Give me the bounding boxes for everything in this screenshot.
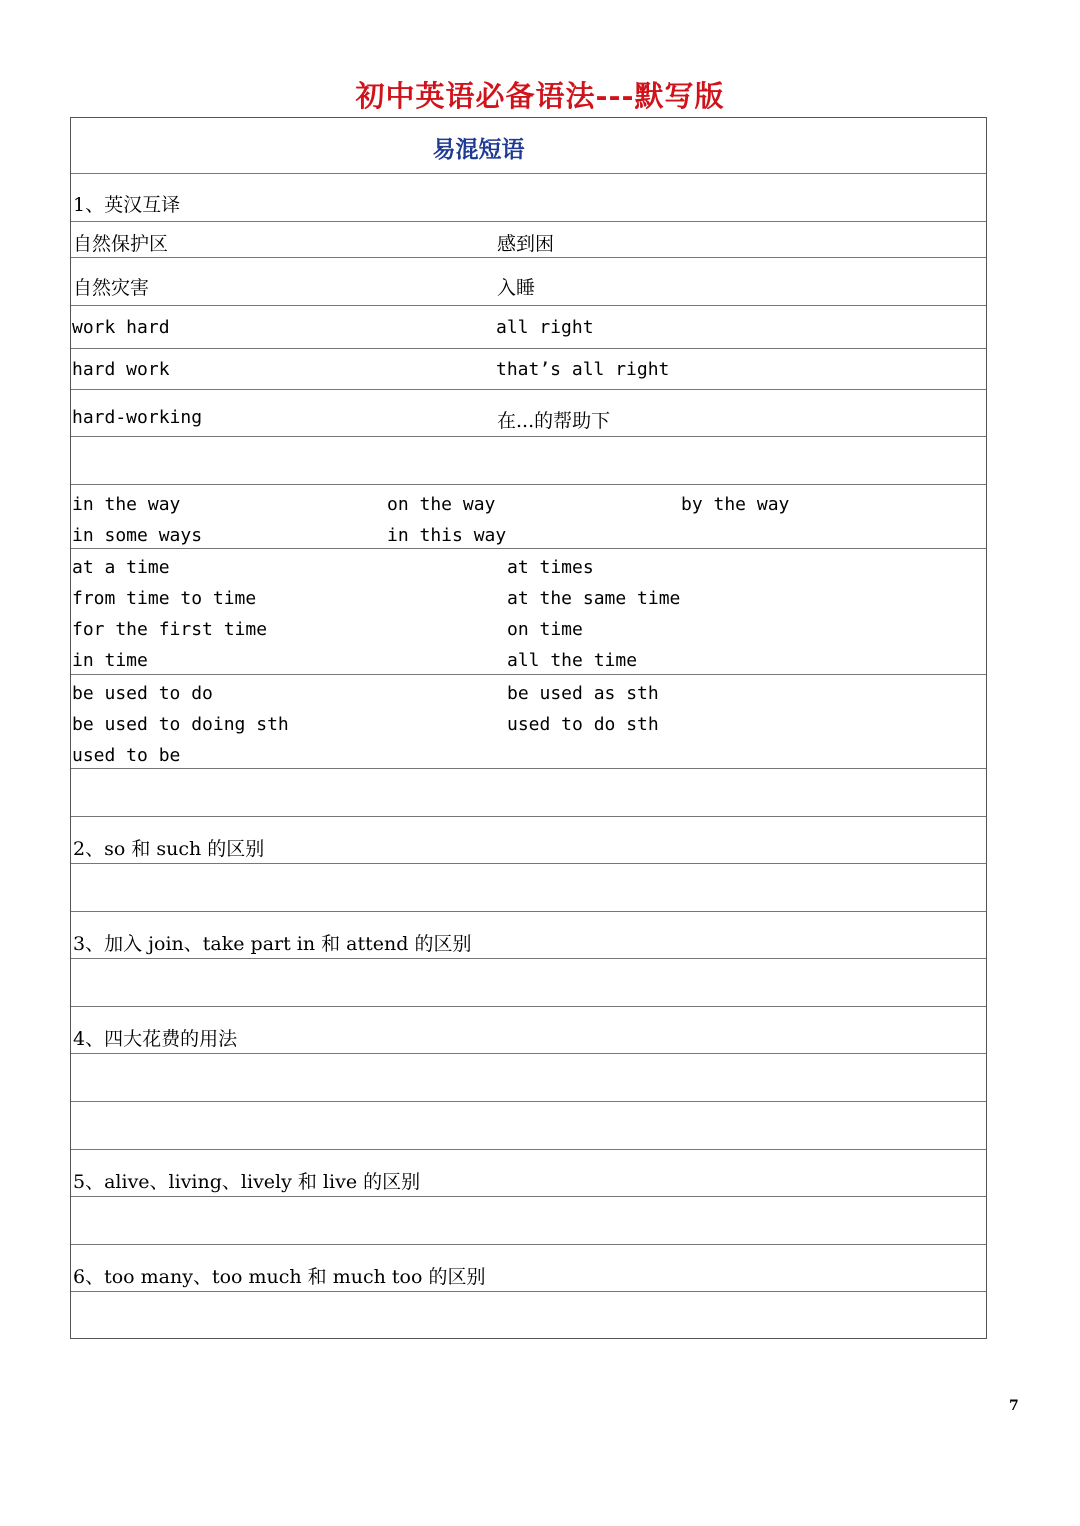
phrase: at a time	[72, 557, 170, 578]
pair-right: 感到困	[497, 233, 555, 255]
phrase: be used as sth	[507, 683, 659, 704]
phrase: from time to time	[72, 588, 257, 609]
pair-row	[71, 257, 986, 305]
phrase: in the way	[72, 494, 181, 515]
question-row	[71, 816, 986, 863]
phrase: used to be	[72, 745, 181, 766]
way-col-3	[681, 489, 789, 520]
pair-row	[71, 389, 986, 436]
phrase: for the first time	[72, 619, 268, 640]
subtitle-row	[71, 118, 986, 173]
pair-left: hard-working	[72, 407, 203, 428]
section1-heading: 1、英汉互译	[73, 194, 181, 216]
used-col-1	[72, 678, 289, 771]
question-heading: 5、alive、living、lively 和 live 的区别	[73, 1171, 421, 1193]
phrase: by the way	[681, 494, 790, 515]
blank-answer-row	[71, 1101, 986, 1149]
section1-heading-row	[71, 173, 986, 221]
pair-left: 自然保护区	[73, 233, 169, 255]
phrase: in some ways	[72, 525, 203, 546]
phrase: in time	[72, 650, 148, 671]
pair-right: all right	[496, 317, 594, 338]
blank-answer-row	[71, 1196, 986, 1244]
worksheet-table	[70, 117, 987, 1339]
phrase: be used to do	[72, 683, 213, 704]
time-col-2	[507, 552, 680, 676]
blank-answer-row	[71, 958, 986, 1006]
used-group-row	[71, 674, 986, 768]
way-col-2	[387, 489, 506, 551]
question-heading: 2、so 和 such 的区别	[73, 838, 265, 860]
phrase: all the time	[507, 650, 638, 671]
blank-answer-row	[71, 1053, 986, 1101]
phrase: used to do sth	[507, 714, 659, 735]
phrase: at times	[507, 557, 594, 578]
question-row	[71, 1006, 986, 1053]
way-col-1	[72, 489, 202, 551]
pair-left: hard work	[72, 359, 170, 380]
phrase: at the same time	[507, 588, 681, 609]
pair-right: that’s all right	[496, 359, 670, 380]
pair-right: 在...的帮助下	[497, 410, 611, 432]
blank-answer-row	[71, 436, 986, 484]
pair-right: 入睡	[497, 277, 536, 299]
way-group-row	[71, 484, 986, 548]
question-heading: 6、too many、too much 和 much too 的区别	[73, 1266, 486, 1288]
blank-answer-row	[71, 863, 986, 911]
document-title: 初中英语必备语法---默写版	[355, 79, 725, 113]
blank-answer-row	[71, 1291, 986, 1338]
question-heading: 4、四大花费的用法	[73, 1028, 238, 1050]
time-col-1	[72, 552, 267, 676]
question-row	[71, 1149, 986, 1196]
pair-row	[71, 348, 986, 389]
pair-left: 自然灾害	[73, 277, 150, 299]
page-number: 7	[1009, 1398, 1019, 1414]
question-row	[71, 1244, 986, 1291]
time-group-row	[71, 548, 986, 674]
phrase: in this way	[387, 525, 507, 546]
pair-left: work hard	[72, 317, 170, 338]
phrase: on time	[507, 619, 583, 640]
used-col-2	[507, 678, 659, 740]
pair-row	[71, 305, 986, 348]
blank-answer-row	[71, 768, 986, 816]
question-heading: 3、加入 join、take part in 和 attend 的区别	[73, 933, 472, 955]
pair-row	[71, 221, 986, 257]
question-row	[71, 911, 986, 958]
subtitle: 易混短语	[432, 136, 525, 163]
phrase: on the way	[387, 494, 496, 515]
phrase: be used to doing sth	[72, 714, 289, 735]
